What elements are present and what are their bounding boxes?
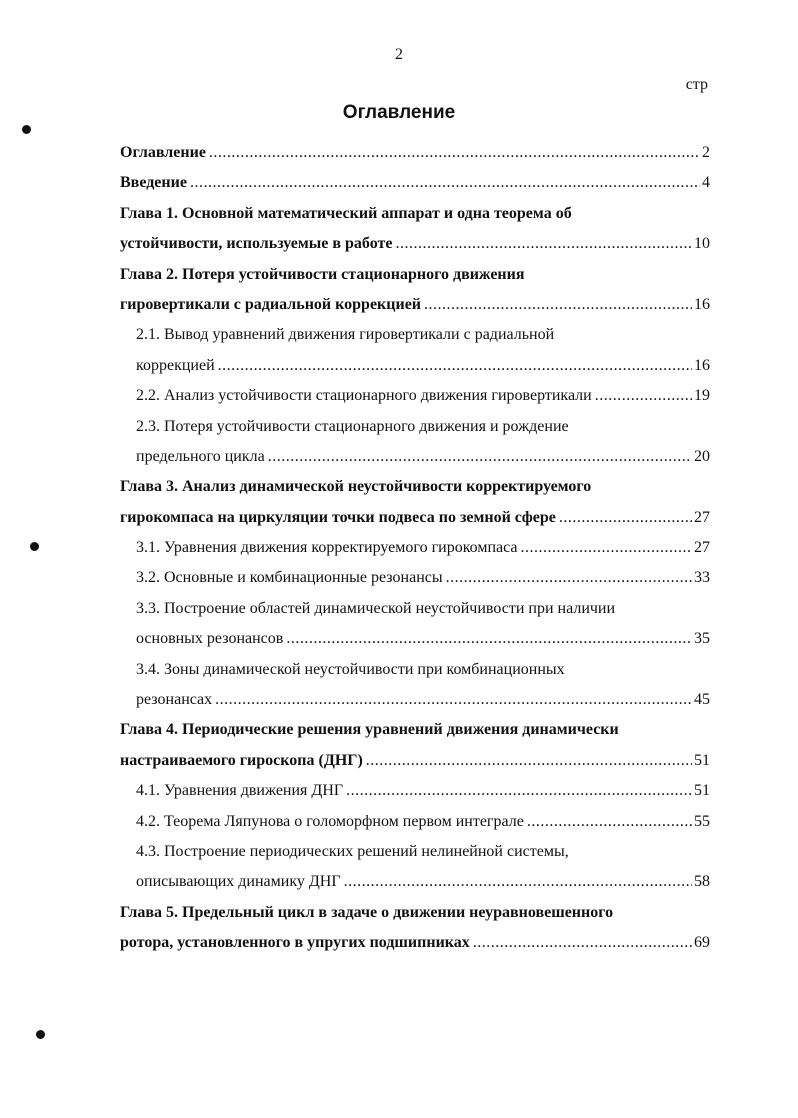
toc-entry-page: 20	[694, 447, 710, 465]
toc-entry-page: 51	[694, 782, 710, 800]
toc-entry-chapter-2-cont[interactable]	[120, 290, 710, 320]
toc-entry-text: предельного цикла	[136, 447, 265, 465]
dot-leader	[218, 351, 692, 381]
dot-leader	[344, 867, 692, 897]
toc-entry-section-3-1[interactable]	[120, 533, 710, 563]
toc-entry-text: Оглавление	[120, 144, 206, 161]
dot-leader	[209, 138, 700, 168]
dot-leader	[527, 807, 692, 837]
toc-entry-section-4-3-cont[interactable]	[120, 867, 710, 897]
dot-leader	[424, 290, 692, 320]
toc-entry-page: 4	[702, 174, 710, 192]
toc-entry-page: 35	[694, 630, 710, 648]
toc-entry-chapter-4-cont[interactable]	[120, 746, 710, 776]
toc-entry-chapter-1-cont[interactable]	[120, 229, 710, 259]
page-number: 2	[395, 46, 403, 63]
toc-entry-section-3-4-cont[interactable]	[120, 685, 710, 715]
toc-entry-page: 58	[694, 873, 710, 891]
toc-entry-text: гирокомпаса на циркуляции точки подвеса по земной сфере	[120, 508, 556, 526]
toc-entry-page: 27	[694, 508, 710, 526]
table-of-contents	[120, 138, 710, 959]
dot-leader	[366, 746, 692, 776]
toc-entry-section-3-3[interactable]: 3.3. Построение областей динамической неустойчивости при наличии	[136, 599, 616, 617]
toc-entry-text: описывающих динамику ДНГ	[136, 873, 341, 891]
toc-entry-page: 19	[694, 387, 710, 405]
toc-entry-text: гировертикали с радиальной коррекцией	[120, 295, 422, 313]
toc-entry-section-3-4[interactable]: 3.4. Зоны динамической неустойчивости при комбинационных	[136, 660, 565, 678]
toc-entry-chapter-4[interactable]: Глава 4. Периодические решения уравнений движения динамически	[120, 721, 619, 739]
toc-entry-text: 4.1. Уравнения движения ДНГ	[136, 782, 344, 800]
dot-leader	[346, 776, 692, 806]
toc-entry-section-3-3-cont[interactable]	[120, 624, 710, 654]
toc-entry-section-2-1-cont[interactable]	[120, 351, 710, 381]
toc-entry-page: 33	[694, 569, 710, 587]
toc-entry-text: устойчивости, используемые в работе	[120, 235, 393, 253]
toc-entry-text: 3.1. Уравнения движения корректируемого гирокомпаса	[136, 539, 518, 557]
toc-entry-page: 27	[694, 539, 710, 557]
toc-entry-page: 10	[694, 235, 710, 253]
dot-leader	[559, 503, 692, 533]
dot-leader	[215, 685, 692, 715]
dot-leader	[190, 168, 700, 198]
toc-entry-chapter-5-cont[interactable]	[120, 928, 710, 958]
dot-leader	[521, 533, 692, 563]
toc-entry-section-4-3[interactable]: 4.3. Построение периодических решений нелинейной системы,	[136, 842, 569, 860]
dot-leader	[395, 229, 692, 259]
toc-entry-text: коррекцией	[136, 356, 215, 374]
binding-hole-mark	[36, 1030, 45, 1039]
toc-entry-page: 16	[694, 356, 710, 374]
toc-entry-chapter-3[interactable]: Глава 3. Анализ динамической неустойчивости корректируемого	[120, 478, 592, 496]
toc-entry-text: 3.2. Основные и комбинационные резонансы	[136, 569, 443, 587]
toc-entry-section-3-2[interactable]	[120, 563, 710, 593]
toc-entry-section-2-2[interactable]	[120, 381, 710, 411]
dot-leader	[446, 563, 692, 593]
toc-entry-text: ротора, установленного в упругих подшипниках	[120, 934, 470, 952]
toc-entry-section-2-3[interactable]: 2.3. Потеря устойчивости стационарного движения и рождение	[136, 417, 569, 435]
toc-entry-text: 4.2. Теорема Ляпунова о голоморфном первом интеграле	[136, 812, 524, 830]
toc-entry-page: 2	[702, 144, 710, 161]
toc-entry-page: 45	[694, 691, 710, 709]
toc-title: Оглавление	[342, 102, 456, 123]
toc-entry-text: резонансах	[136, 691, 213, 709]
toc-entry-introduction[interactable]	[120, 168, 710, 198]
binding-hole-mark	[30, 542, 39, 551]
toc-entry-page: 69	[694, 934, 710, 952]
toc-entry-text: настраиваемого гироскопа (ДНГ)	[120, 751, 363, 769]
toc-entry-section-4-1[interactable]	[120, 776, 710, 806]
dot-leader	[268, 442, 692, 472]
toc-entry-chapter-3-cont[interactable]	[120, 503, 710, 533]
toc-entry-page: 51	[694, 751, 710, 769]
dot-leader	[595, 381, 692, 411]
toc-entry-section-2-3-cont[interactable]	[120, 442, 710, 472]
toc-entry-text: 2.2. Анализ устойчивости стационарного движения гировертикали	[136, 387, 592, 405]
page-column-label: стр	[685, 76, 708, 93]
toc-entry-chapter-1[interactable]: Глава 1. Основной математический аппарат и одна теорема об	[120, 204, 572, 222]
toc-entry-page: 16	[694, 295, 710, 313]
toc-entry-text: Введение	[120, 174, 187, 192]
toc-entry-text: основных резонансов	[136, 630, 284, 648]
toc-entry-chapter-5[interactable]: Глава 5. Предельный цикл в задаче о движении неуравновешенного	[120, 903, 614, 921]
dot-leader	[473, 928, 692, 958]
binding-hole-mark	[22, 125, 31, 134]
toc-entry-chapter-2[interactable]: Глава 2. Потеря устойчивости стационарного движения	[120, 265, 525, 283]
dot-leader	[286, 624, 692, 654]
toc-entry-page: 55	[694, 812, 710, 830]
toc-entry-contents[interactable]	[120, 138, 710, 168]
toc-entry-section-2-1[interactable]: 2.1. Вывод уравнений движения гировертикали с радиальной	[136, 326, 555, 344]
toc-entry-section-4-2[interactable]	[120, 807, 710, 837]
